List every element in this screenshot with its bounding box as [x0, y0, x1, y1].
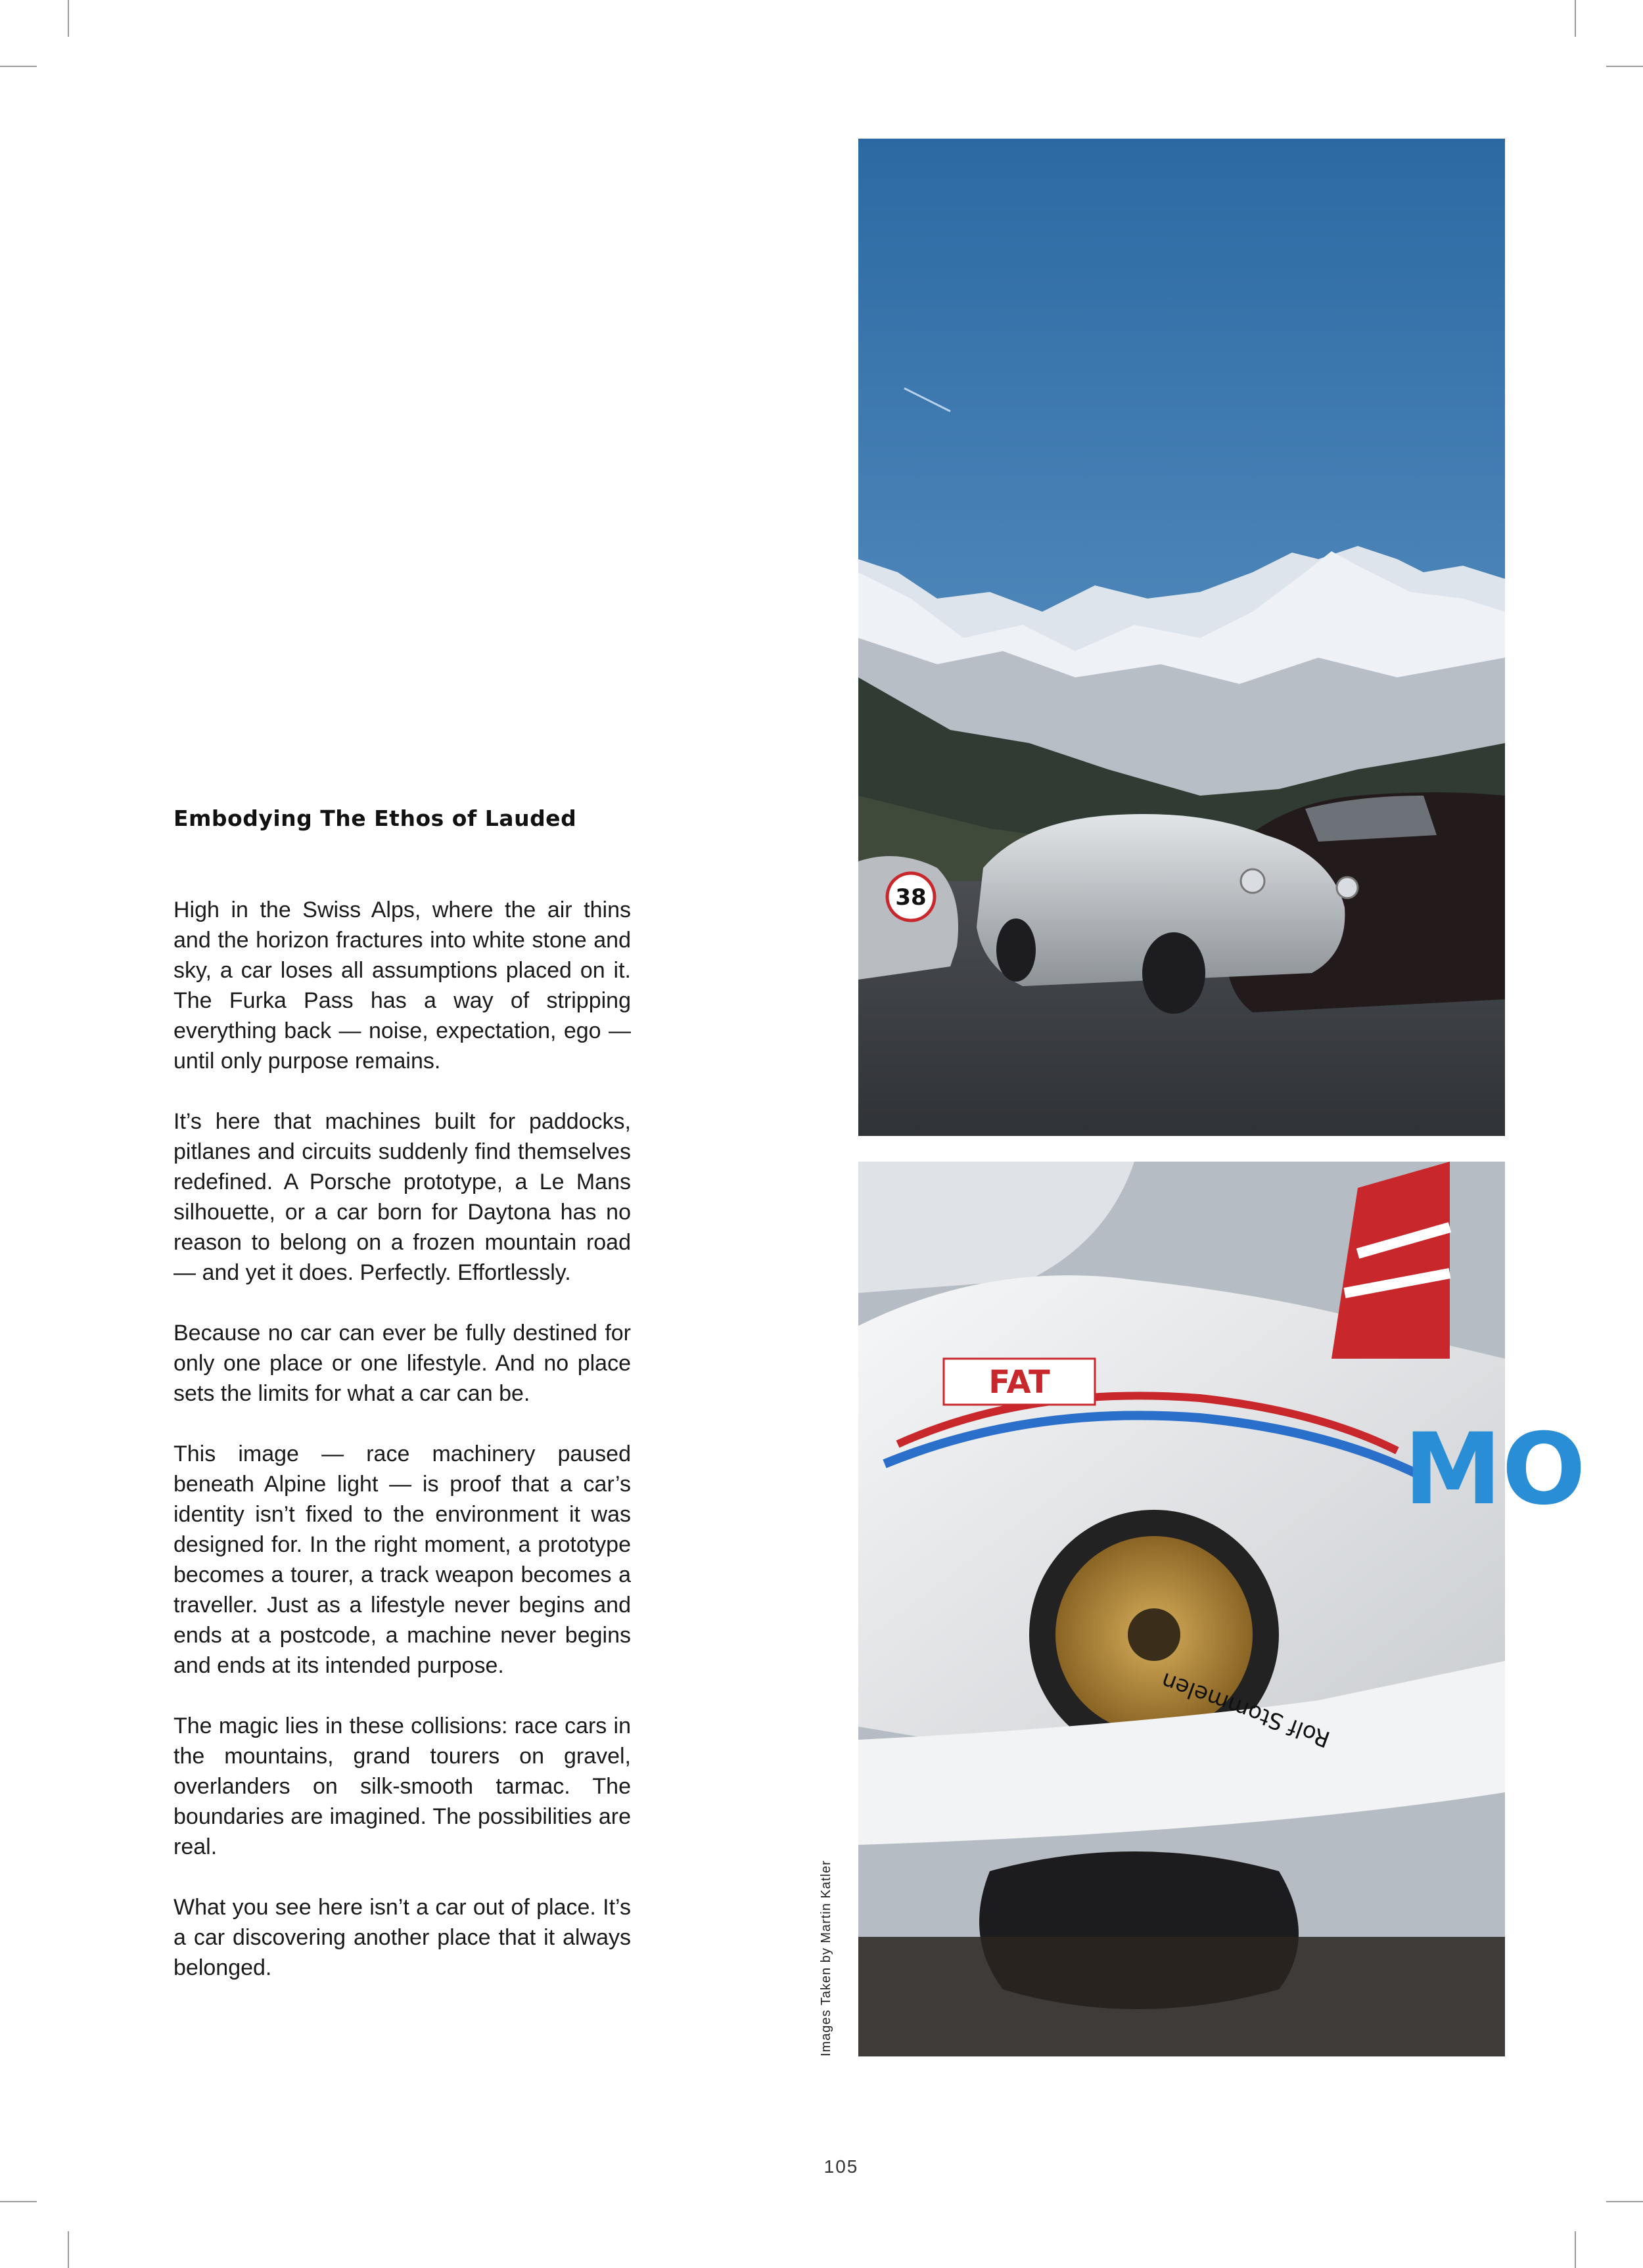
race-number: 38	[895, 884, 927, 911]
crop-mark	[1575, 0, 1576, 37]
spyder-headlight	[1337, 877, 1358, 898]
engine-bay	[858, 1937, 1505, 2056]
article-paragraph: High in the Swiss Alps, where the air thins and the horizon fractures into white stone and sky, a car loses all assumptions placed on it. The Furka Pass has a way of stripping everything back — noise, expectation, ego — until only purpose remains.	[174, 897, 631, 1074]
crop-mark	[1575, 2231, 1576, 2268]
article-paragraph: This image — race machinery paused beneath Alpine light — is proof that a car’s identity isn’t fixed to the environment it was designed for. In the right moment, a prototype becomes a tourer, a track weapon becomes a traveller. Just as a lifestyle never begins and ends at a postcode, a machine never begins and ends at its intended purpose.	[174, 1441, 631, 1678]
article-heading: Embodying The Ethos of Lauded	[174, 805, 577, 831]
side-logo-text: MO	[1404, 1413, 1586, 1527]
sponsor-text: FAT	[988, 1364, 1050, 1401]
spyder-headlight	[1241, 869, 1264, 893]
porsche-race-car-photo	[858, 1162, 1586, 2056]
article-paragraph: What you see here isn’t a car out of place. It’s a car discovering another place that it always belonged.	[174, 1895, 631, 1980]
crop-mark	[0, 66, 37, 67]
alpine-cars-photo	[858, 139, 1505, 1136]
spyder-wheel-rear	[996, 919, 1036, 982]
page-number: 105	[823, 2156, 859, 2177]
driver-name-sticker: Rolf Stommelen	[1157, 1667, 1334, 1753]
crop-mark	[1606, 2201, 1643, 2202]
article-paragraph: It’s here that machines built for paddocks, pitlanes and circuits suddenly find themselves redefined. A Porsche prototype, a Le Mans silhouette, or a car born for Daytona has no reason to belong on a frozen mountain road — and yet it does. Perfectly. Effortlessly.	[174, 1109, 631, 1285]
crop-mark	[68, 2231, 69, 2268]
crop-mark	[0, 2201, 37, 2202]
article-paragraph: Because no car can ever be fully destined for only one place or one lifestyle. And no place sets the limits for what a car can be.	[174, 1321, 631, 1406]
photo-credit: Images Taken by Martin Katler	[819, 1860, 833, 2056]
crop-mark	[68, 0, 69, 37]
wheel-hub	[1128, 1608, 1180, 1661]
spyder-wheel-front	[1142, 932, 1205, 1014]
article-body	[174, 895, 631, 2013]
article-paragraph: The magic lies in these collisions: race cars in the mountains, grand tourers on gravel, overlanders on silk-smooth tarmac. The boundaries are imagined. The possibilities are real.	[174, 1713, 631, 1859]
crop-mark	[1606, 66, 1643, 67]
